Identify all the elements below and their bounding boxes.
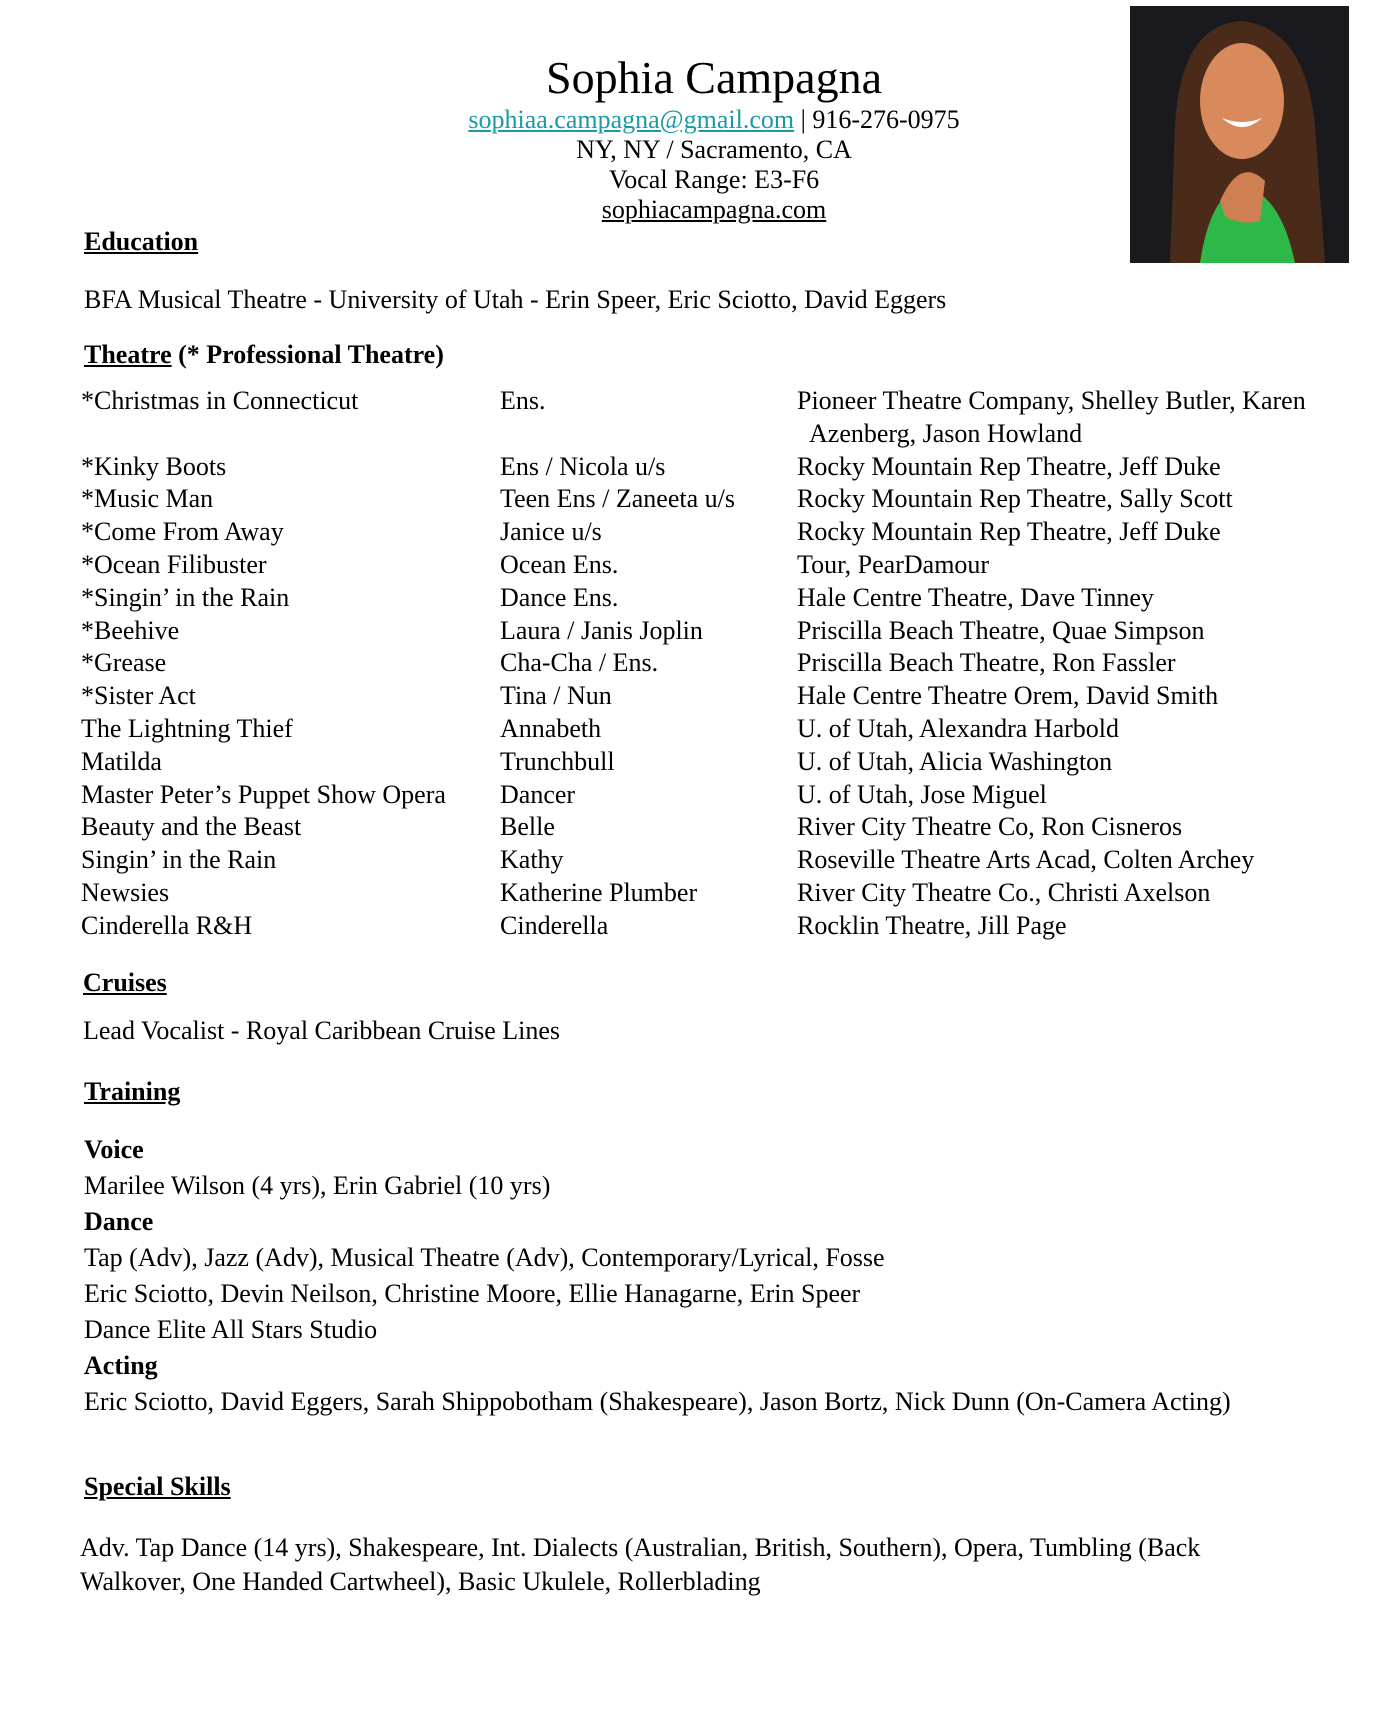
theatre-row — [81, 811, 1371, 844]
company-director-text: Pioneer Theatre Company, Shelley Butler, Karen — [797, 386, 1306, 415]
dance-teachers: Eric Sciotto, Devin Neilson, Christine Moore, Ellie Hanagarne, Erin Speer — [84, 1279, 861, 1308]
show-title-text: *Grease — [81, 648, 167, 678]
dance-styles: Tap (Adv), Jazz (Adv), Musical Theatre (Adv), Contemporary/Lyrical, Fosse — [84, 1243, 885, 1272]
role — [500, 647, 797, 680]
show-title-text: Master Peter’s Puppet Show Opera — [81, 779, 446, 809]
show-title — [81, 811, 500, 844]
show-title-text: *Music Man — [81, 484, 214, 514]
role-text: Laura / Janis Joplin — [500, 615, 703, 645]
show-title — [81, 483, 500, 516]
show-title-text: Matilda — [81, 746, 162, 776]
theatre-row — [81, 516, 1371, 549]
theatre-row — [81, 483, 1371, 516]
vocal-range: Vocal Range: E3-F6 — [608, 165, 820, 194]
company-director-text: Hale Centre Theatre, Dave Tinney — [797, 582, 1154, 612]
education-heading: Education — [84, 227, 199, 256]
show-title-text: *Christmas in Connecticut — [81, 386, 359, 415]
company-director — [797, 779, 1377, 812]
show-title-text: Cinderella R&H — [81, 910, 253, 940]
company-director — [797, 910, 1377, 943]
role-text: Janice u/s — [500, 517, 602, 547]
company-director — [797, 844, 1377, 877]
theatre-row — [81, 713, 1371, 746]
location: NY, NY / Sacramento, CA — [576, 135, 852, 164]
theatre-row — [81, 549, 1371, 582]
show-title — [81, 910, 500, 943]
company-director-text: River City Theatre Co., Christi Axelson — [797, 877, 1211, 907]
theatre-table — [81, 385, 1371, 943]
show-title-text: Newsies — [81, 877, 170, 907]
role-text: Teen Ens / Zaneeta u/s — [500, 484, 735, 514]
show-title — [81, 877, 500, 910]
company-director-text: Rocky Mountain Rep Theatre, Jeff Duke — [797, 451, 1221, 481]
show-title — [81, 844, 500, 877]
cruises-text: Lead Vocalist - Royal Caribbean Cruise Lines — [83, 1016, 561, 1045]
company-director-text: Rocky Mountain Rep Theatre, Sally Scott — [797, 484, 1233, 514]
theatre-row — [81, 615, 1371, 648]
show-title — [81, 385, 500, 451]
show-title — [81, 615, 500, 648]
company-director — [797, 680, 1377, 713]
show-title-text: *Beehive — [81, 615, 180, 645]
theatre-row — [81, 746, 1371, 779]
theatre-row — [81, 877, 1371, 910]
company-director-text: Priscilla Beach Theatre, Quae Simpson — [797, 615, 1205, 645]
role — [500, 615, 797, 648]
theatre-row — [81, 844, 1371, 877]
show-title — [81, 451, 500, 484]
show-title — [81, 746, 500, 779]
role — [500, 746, 797, 779]
company-director — [797, 483, 1377, 516]
company-director-text: U. of Utah, Alexandra Harbold — [797, 713, 1120, 743]
role-text: Dance Ens. — [500, 582, 619, 612]
show-title-text: Beauty and the Beast — [81, 812, 302, 842]
show-title-text: *Ocean Filibuster — [81, 549, 267, 579]
company-director — [797, 385, 1377, 451]
show-title — [81, 516, 500, 549]
role — [500, 680, 797, 713]
role — [500, 877, 797, 910]
role-text: Ens. — [500, 386, 546, 415]
role — [500, 516, 797, 549]
acting-subheading: Acting — [84, 1351, 158, 1380]
theatre-heading-label: Theatre — [84, 340, 172, 369]
role-text: Ocean Ens. — [500, 549, 619, 579]
role — [500, 451, 797, 484]
voice-text: Marilee Wilson (4 yrs), Erin Gabriel (10 yrs) — [84, 1171, 551, 1200]
role-text: Trunchbull — [500, 746, 615, 776]
theatre-heading — [84, 339, 444, 371]
company-director — [797, 451, 1377, 484]
theatre-heading-note: (* Professional Theatre) — [171, 340, 444, 369]
candidate-name: Sophia Campagna — [546, 52, 882, 103]
company-director-text: Hale Centre Theatre Orem, David Smith — [797, 681, 1219, 711]
acting-text: Eric Sciotto, David Eggers, Sarah Shippobotham (Shakespeare), Jason Bortz, Nick Dunn (On-Camera Acting) — [84, 1387, 1231, 1416]
company-director-text: River City Theatre Co, Ron Cisneros — [797, 812, 1183, 842]
role-text: Ens / Nicola u/s — [500, 451, 666, 481]
role-text: Annabeth — [500, 713, 602, 743]
role — [500, 779, 797, 812]
voice-subheading: Voice — [84, 1135, 144, 1164]
show-title — [81, 680, 500, 713]
company-director — [797, 713, 1377, 746]
show-title — [81, 549, 500, 582]
special-skills-heading: Special Skills — [84, 1472, 231, 1501]
show-title — [81, 779, 500, 812]
role-text: Katherine Plumber — [500, 877, 698, 907]
role — [500, 582, 797, 615]
role — [500, 385, 797, 451]
role-text: Tina / Nun — [500, 681, 612, 711]
show-title-text: *Kinky Boots — [81, 451, 227, 481]
theatre-row — [81, 582, 1371, 615]
headshot-photo — [1130, 6, 1349, 263]
company-director-text: Priscilla Beach Theatre, Ron Fassler — [797, 648, 1176, 678]
role-text: Cha-Cha / Ens. — [500, 648, 659, 678]
theatre-row — [81, 451, 1371, 484]
theatre-row — [81, 680, 1371, 713]
theatre-row — [81, 910, 1371, 943]
show-title-text: *Singin’ in the Rain — [81, 582, 290, 612]
show-title-text: The Lightning Thief — [81, 713, 293, 743]
role-text: Belle — [500, 812, 555, 842]
company-director — [797, 516, 1377, 549]
company-director-text: Rocky Mountain Rep Theatre, Jeff Duke — [797, 517, 1221, 547]
company-director-text: Roseville Theatre Arts Acad, Colten Archey — [797, 845, 1255, 875]
show-title — [81, 647, 500, 680]
company-director — [797, 811, 1377, 844]
show-title-text: *Come From Away — [81, 517, 284, 547]
role — [500, 483, 797, 516]
company-director — [797, 582, 1377, 615]
training-heading: Training — [84, 1077, 181, 1106]
website-link[interactable]: sophiacampagna.com — [601, 195, 827, 224]
role — [500, 549, 797, 582]
role-text: Kathy — [500, 845, 564, 875]
separator: | — [800, 105, 806, 134]
role — [500, 910, 797, 943]
show-title-text: Singin’ in the Rain — [81, 845, 277, 875]
theatre-row — [81, 385, 1371, 451]
company-director — [797, 549, 1377, 582]
theatre-row — [81, 779, 1371, 812]
training-section — [84, 1132, 1314, 1419]
company-director-continued: Azenberg, Jason Howland — [809, 418, 1083, 448]
company-director-text: U. of Utah, Alicia Washington — [797, 746, 1113, 776]
email-link[interactable]: sophiaa.campagna@gmail.com — [468, 105, 795, 134]
cruises-heading: Cruises — [83, 968, 167, 997]
show-title — [81, 582, 500, 615]
company-director — [797, 877, 1377, 910]
role — [500, 844, 797, 877]
dance-subheading: Dance — [84, 1207, 154, 1236]
company-director-text: U. of Utah, Jose Miguel — [797, 779, 1047, 809]
role — [500, 713, 797, 746]
show-title — [81, 713, 500, 746]
special-skills-text: Adv. Tap Dance (14 yrs), Shakespeare, Int. Dialects (Australian, British, Southern), Opera, Tumbling (Back Walkover, One Handed Cartwheel), Basic Ukulele, Rollerblading — [80, 1533, 1201, 1596]
role-text: Dancer — [500, 779, 576, 809]
role-text: Cinderella — [500, 910, 609, 940]
company-director — [797, 746, 1377, 779]
company-director — [797, 615, 1377, 648]
show-title-text: *Sister Act — [81, 681, 196, 711]
company-director-text: Rocklin Theatre, Jill Page — [797, 910, 1067, 940]
theatre-row — [81, 647, 1371, 680]
company-director — [797, 647, 1377, 680]
role — [500, 811, 797, 844]
company-director-text: Tour, PearDamour — [797, 549, 990, 579]
education-text: BFA Musical Theatre - University of Utah - Erin Speer, Eric Sciotto, David Eggers — [84, 285, 947, 314]
dance-studio: Dance Elite All Stars Studio — [84, 1315, 378, 1344]
phone: 916-276-0975 — [812, 105, 960, 134]
